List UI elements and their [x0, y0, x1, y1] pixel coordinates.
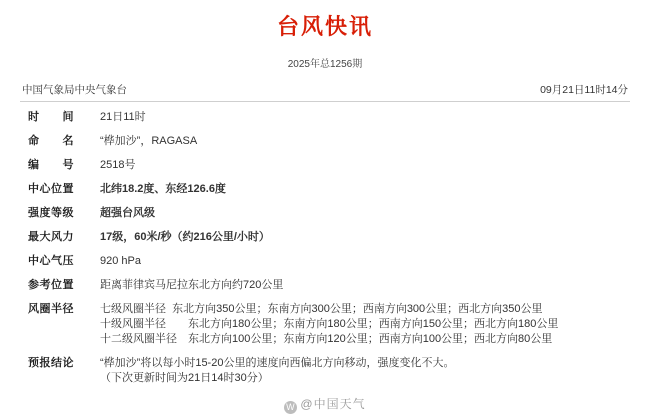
- watermark-text: @中国天气: [300, 397, 366, 411]
- fields-list: [18, 110, 632, 386]
- field-label: 风圈半径: [28, 303, 74, 315]
- field-value: 距离菲律宾马尼拉东北方向约720公里: [100, 279, 284, 291]
- field-value: 21日11时: [100, 111, 146, 123]
- wind-radius-line: 十二级风圈半径 东北方向100公里；东南方向120公里；西南方向100公里；西北方向80公里: [100, 333, 553, 345]
- field-center-position: [28, 182, 632, 197]
- field-label: 编 号: [28, 159, 74, 171]
- issue-number: 2025年总1256期: [287, 59, 363, 70]
- field-value: 北纬18.2度、东经126.6度: [100, 183, 226, 195]
- field-value: 17级，60米/秒（约216公里/小时）: [100, 231, 270, 243]
- field-value: 2518号: [100, 159, 136, 171]
- field-value: 超强台风级: [100, 207, 155, 219]
- watermark: [0, 395, 650, 414]
- field-reference-position: [28, 278, 632, 293]
- field-value: “桦加沙”，RAGASA: [100, 135, 198, 147]
- field-intensity-level: [28, 206, 632, 221]
- field-label: 强度等级: [28, 207, 74, 219]
- meta-row: [18, 82, 632, 101]
- field-label: 中心位置: [28, 183, 74, 195]
- field-wind-radius: [28, 302, 632, 347]
- wind-radius-line: 十级风圈半径 东北方向180公里；东南方向180公里；西南方向150公里；西北方向180公里: [100, 318, 559, 330]
- wind-radius-line: 七级风圈半径 东北方向350公里；东南方向300公里；西南方向300公里；西北方向350公里: [100, 303, 543, 315]
- header-divider: [20, 101, 630, 102]
- field-label: 中心气压: [28, 255, 74, 267]
- source-label: 中国气象局中央气象台: [22, 84, 127, 96]
- field-label: 命 名: [28, 135, 74, 147]
- forecast-line: （下次更新时间为21日14时30分）: [100, 372, 269, 384]
- field-max-wind: [28, 230, 632, 245]
- field-label: 最大风力: [28, 231, 74, 243]
- field-value: 920 hPa: [100, 255, 141, 267]
- field-number: [28, 158, 632, 173]
- field-label: 预报结论: [28, 357, 74, 369]
- field-label: 参考位置: [28, 279, 74, 291]
- field-name: [28, 134, 632, 149]
- field-label: 时 间: [28, 111, 74, 123]
- page-title: 台风快讯: [276, 14, 373, 39]
- datetime-label: 09月21日11时14分: [540, 84, 628, 96]
- field-value: [100, 356, 632, 386]
- field-center-pressure: [28, 254, 632, 269]
- field-value: [100, 302, 632, 347]
- typhoon-bulletin-document: [0, 10, 650, 420]
- field-time: [28, 110, 632, 125]
- field-forecast-conclusion: [28, 356, 632, 386]
- forecast-line: “桦加沙”将以每小时15-20公里的速度向西偏北方向移动，强度变化不大。: [100, 357, 455, 369]
- weibo-icon: W: [286, 402, 296, 412]
